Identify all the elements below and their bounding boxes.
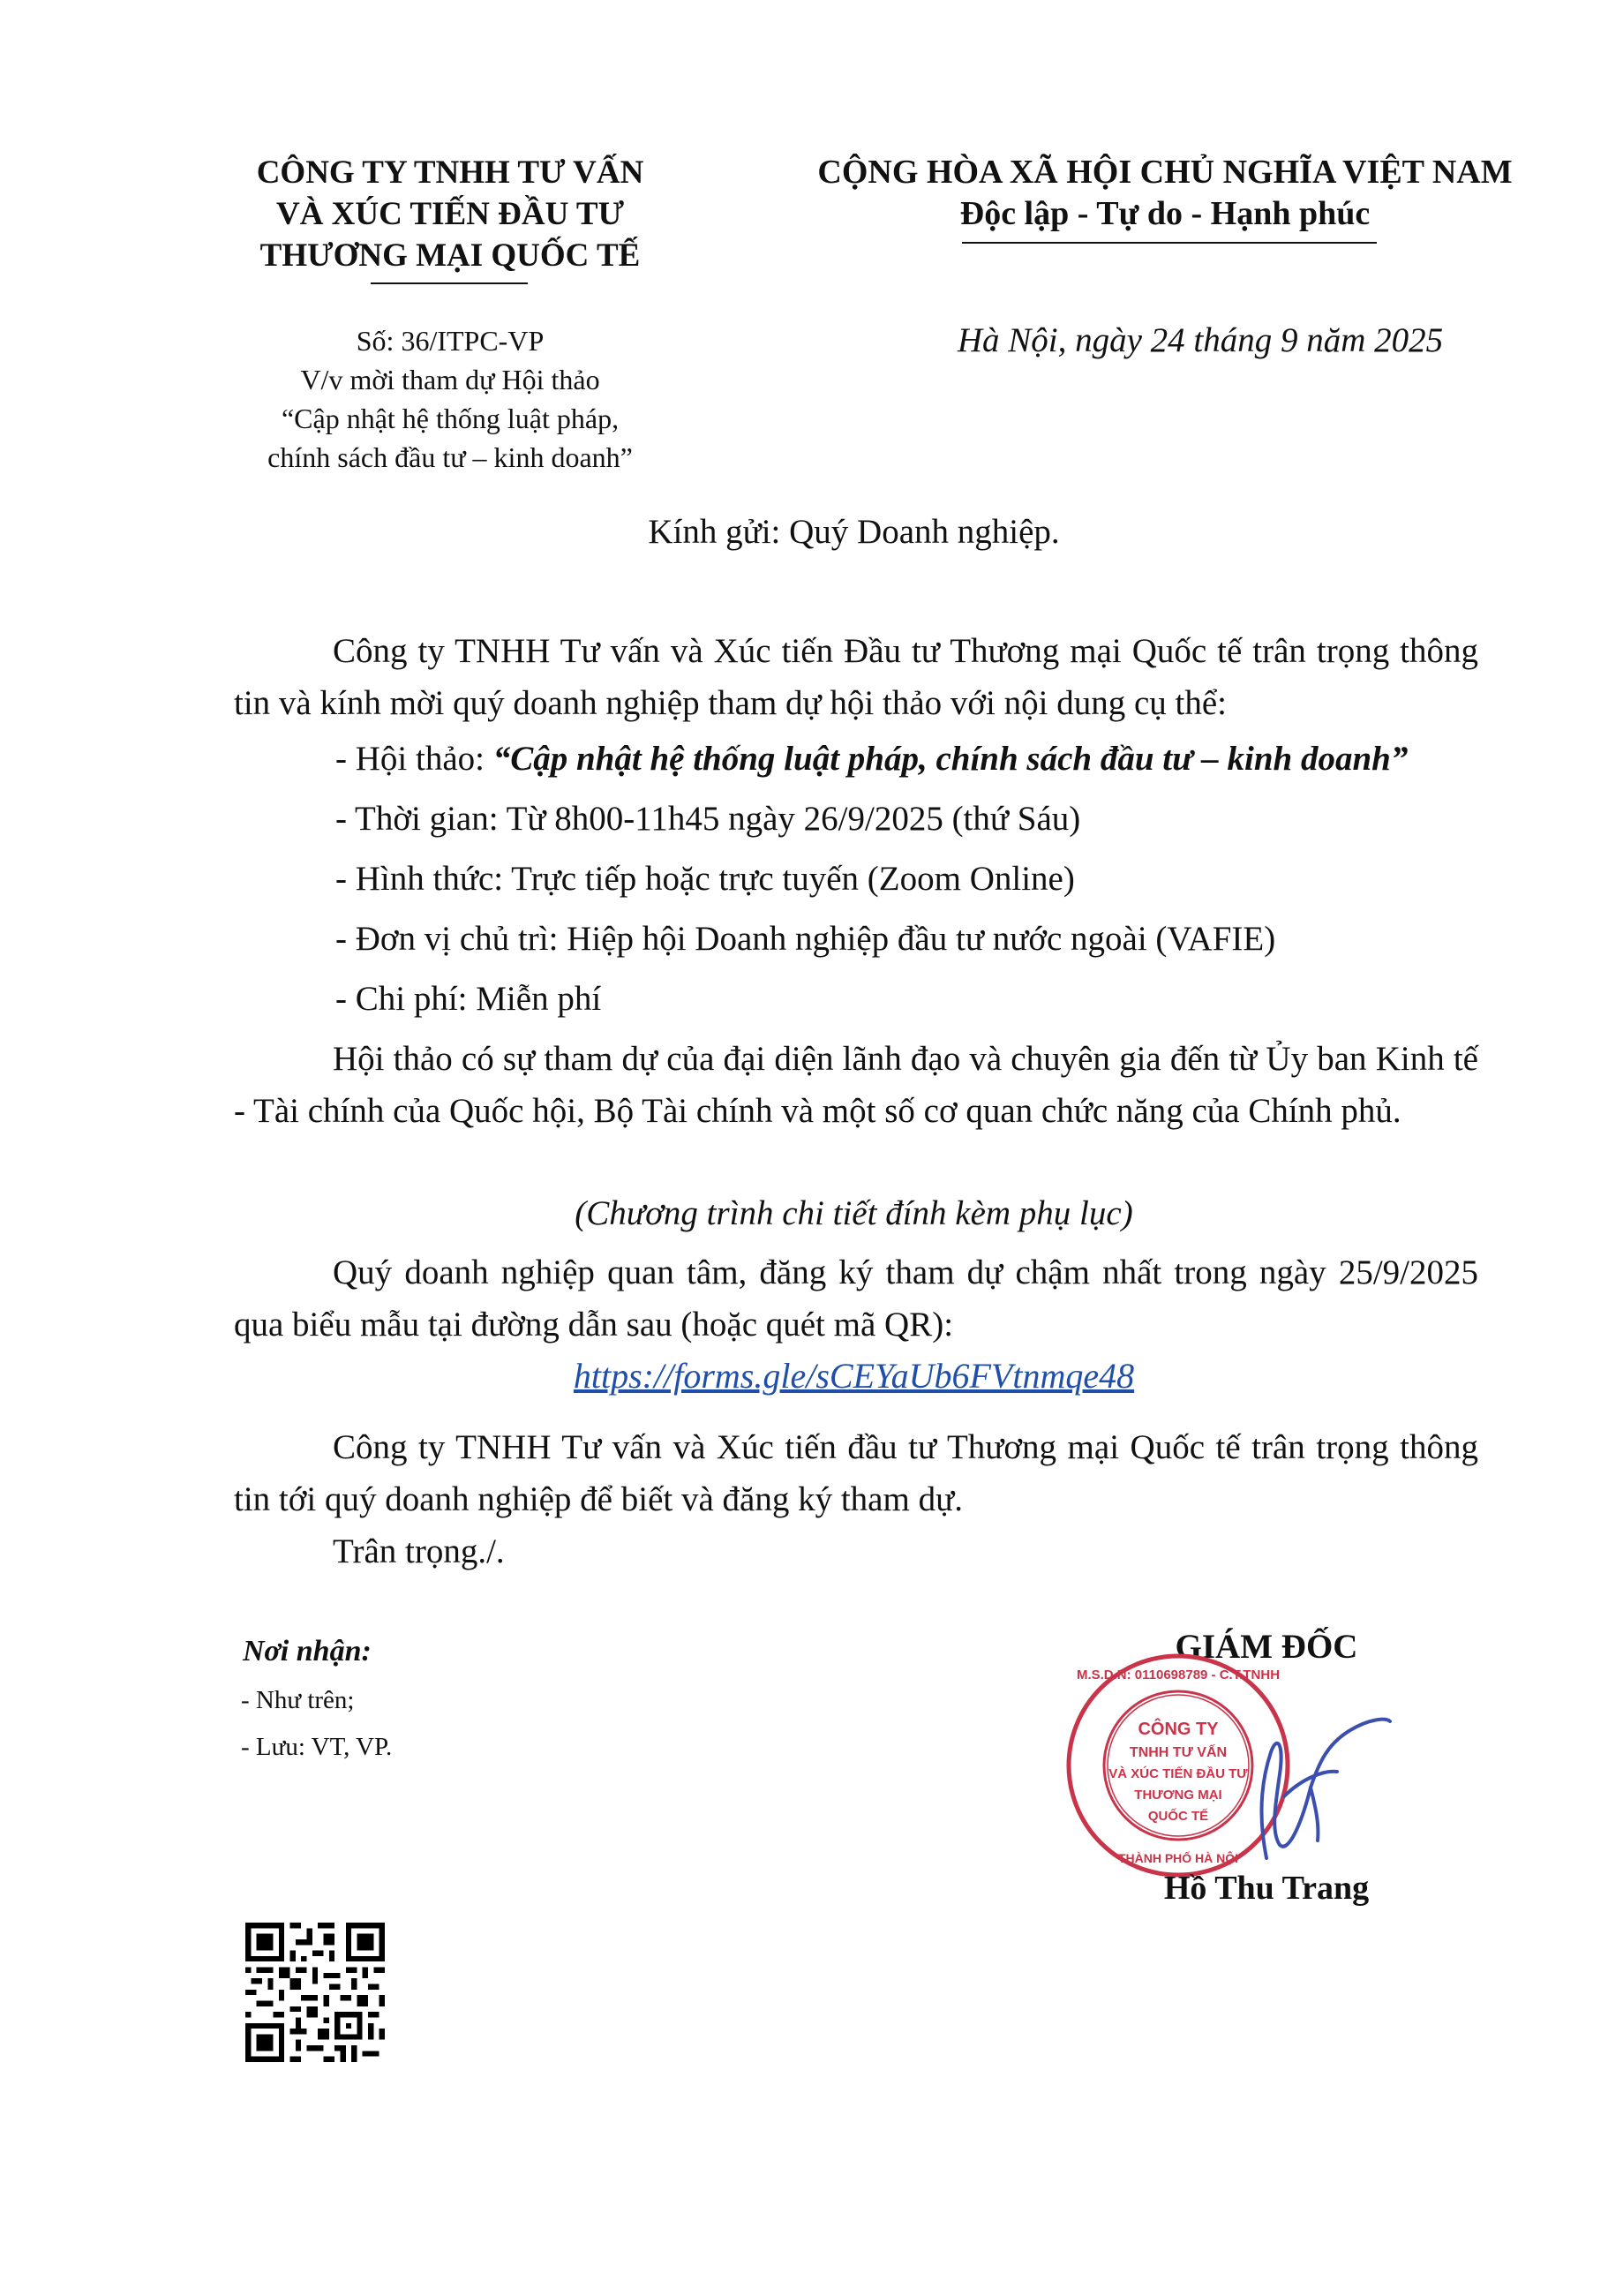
svg-text:M.S.D.N: 0110698789 - C.T.TNHH: M.S.D.N: 0110698789 - C.T.TNHH xyxy=(1076,1667,1281,1682)
document-reference xyxy=(221,321,680,477)
seminar-prefix: - Hội thảo: xyxy=(335,740,493,778)
org-line: THƯƠNG MẠI QUỐC TẾ xyxy=(259,237,641,274)
recipient-item: - Lưu: VT, VP. xyxy=(241,1733,393,1761)
handwritten-signature-icon xyxy=(1231,1690,1399,1885)
format-line: - Hình thức: Trực tiếp hoặc trực tuyến (Zoom Online) xyxy=(335,860,1075,898)
intro-paragraph: Công ty TNHH Tư vấn và Xúc tiến Đầu tư Thương mại Quốc tế trân trọng thông tin và kính mời quý doanh nghiệp tham dự hội thảo với nội dung cụ thể: xyxy=(234,632,1478,722)
salutation: Kính gửi: Quý Doanh nghiệp. xyxy=(648,513,1060,551)
regards: Trân trọng./. xyxy=(333,1532,505,1570)
nation-motto: Độc lập - Tự do - Hạnh phúc xyxy=(959,195,1371,232)
signer-title: GIÁM ĐỐC xyxy=(1175,1628,1358,1666)
signer-name: Hồ Thu Trang xyxy=(1163,1870,1370,1907)
programme-note: (Chương trình chi tiết đính kèm phụ lục) xyxy=(575,1194,1133,1232)
org-divider xyxy=(371,282,528,284)
org-line: CÔNG TY TNHH TƯ VẤN xyxy=(256,154,644,191)
national-heading xyxy=(777,152,1553,235)
recipient-item: - Như trên; xyxy=(241,1686,355,1714)
qr-code-icon[interactable] xyxy=(245,1923,385,2062)
nation-title: CỘNG HÒA XÃ HỘI CHỦ NGHĨA VIỆT NAM xyxy=(817,154,1513,191)
seminar-line xyxy=(335,733,1408,785)
subject-line: chính sách đầu tư – kinh doanh” xyxy=(267,441,633,473)
org-line: VÀ XÚC TIẾN ĐẦU TƯ xyxy=(275,196,625,232)
svg-text:CÔNG TY: CÔNG TY xyxy=(1138,1720,1219,1739)
nation-divider xyxy=(962,242,1377,244)
dateline: Hà Nội, ngày 24 tháng 9 năm 2025 xyxy=(957,321,1444,359)
registration-paragraph: Quý doanh nghiệp quan tâm, đăng ký tham dự chậm nhất trong ngày 25/9/2025 qua biểu mẫu tại đường dẫn sau (hoặc quét mã QR): xyxy=(234,1253,1478,1344)
cost-line: - Chi phí: Miễn phí xyxy=(335,980,602,1018)
participants-paragraph: Hội thảo có sự tham dự của đại diện lãnh đạo và chuyên gia đến từ Ủy ban Kinh tế - Tài chính của Quốc hội, Bộ Tài chính và một số cơ quan chức năng của Chính phủ. xyxy=(234,1040,1478,1130)
svg-text:VÀ XÚC TIẾN ĐẦU TƯ: VÀ XÚC TIẾN ĐẦU TƯ xyxy=(1108,1766,1248,1781)
svg-text:QUỐC TẾ: QUỐC TẾ xyxy=(1147,1809,1209,1824)
organization-name xyxy=(221,152,680,276)
recipients-title: Nơi nhận: xyxy=(243,1635,372,1667)
host-line: - Đơn vị chủ trì: Hiệp hội Doanh nghiệp đầu tư nước ngoài (VAFIE) xyxy=(335,920,1276,958)
subject-line: “Cập nhật hệ thống luật pháp, xyxy=(281,403,620,434)
svg-text:THÀNH PHỐ HÀ NỘI: THÀNH PHỐ HÀ NỘI xyxy=(1117,1851,1239,1865)
seminar-title: “Cập nhật hệ thống luật pháp, chính sách đầu tư – kinh doanh” xyxy=(492,740,1409,778)
time-line: - Thời gian: Từ 8h00-11h45 ngày 26/9/2025 (thứ Sáu) xyxy=(335,800,1081,838)
svg-text:TNHH TƯ VẤN: TNHH TƯ VẤN xyxy=(1129,1745,1228,1760)
doc-number: Số: 36/ITPC-VP xyxy=(356,325,545,357)
registration-link[interactable]: https://forms.gle/sCEYaUb6FVtnmqe48 xyxy=(573,1356,1135,1396)
subject-line: V/v mời tham dự Hội thảo xyxy=(300,364,600,395)
closing-paragraph: Công ty TNHH Tư vấn và Xúc tiến đầu tư Thương mại Quốc tế trân trọng thông tin tới quý doanh nghiệp để biết và đăng ký tham dự. xyxy=(234,1428,1478,1518)
svg-text:THƯƠNG MẠI: THƯƠNG MẠI xyxy=(1134,1788,1222,1803)
